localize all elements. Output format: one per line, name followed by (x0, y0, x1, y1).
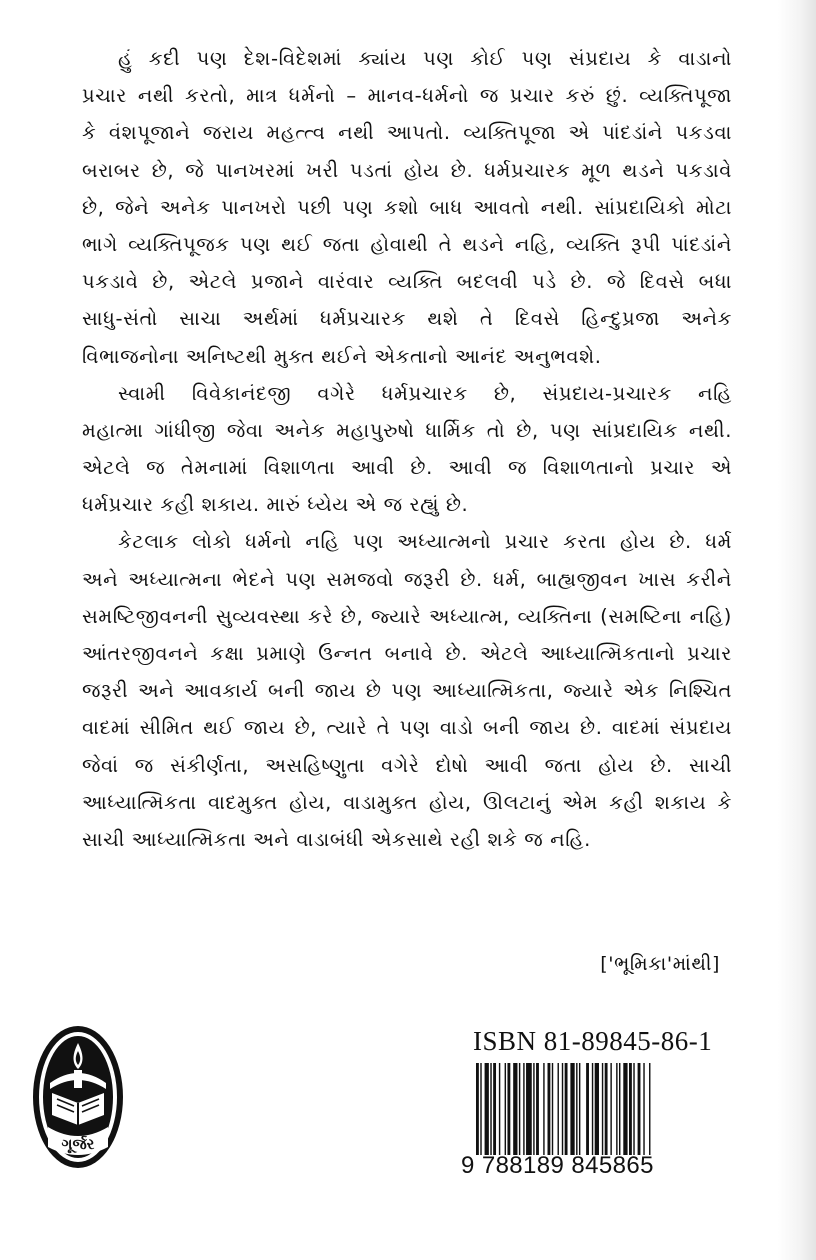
barcode-bar (562, 1063, 563, 1155)
text-line: પ્રચાર નથી કરતો, માત્ર ધર્મનો – માનવ-ધર્મનો જ પ્રચાર કરું છું. વ્યક્તિપૂજા (82, 84, 732, 108)
text-line: ભાગે વ્યક્તિપૂજક પણ થઈ જતા હોવાથી તે થડને નહિ, વ્યક્તિ રૂપી પાંદડાંને (82, 232, 732, 256)
scan-edge-shadow (778, 0, 816, 1260)
text-line: જેવાં જ સંકીર્ણતા, અસહિષ્ણુતા વગેરે દોષો આવી જતા હોય છે. સાચી (82, 753, 732, 777)
barcode-bar (523, 1063, 524, 1155)
barcode-bar (513, 1063, 517, 1155)
text-line: સાધુ-સંતો સાચા અર્થમાં ધર્મપ્રચારક થશે તે દિવસે હિન્દુપ્રજા અનેક (82, 307, 732, 331)
barcode-bar (558, 1063, 559, 1155)
barcode-bar (595, 1063, 599, 1155)
barcode-bar (629, 1063, 632, 1155)
text-line: હું કદી પણ દેશ-વિદેશમાં ક્યાંય પણ કોઈ પણ સંપ્રદાય કે વાડાનો (118, 47, 732, 70)
text-line: એટલે જ તેમનામાં વિશાળતા આવી છે. આવી જ વિશાળતાનો પ્રચાર એ (82, 456, 732, 480)
logo-text: ગૂર્જર (61, 1135, 95, 1153)
barcode-bar (548, 1063, 551, 1155)
text-line: પકડાવે છે, એટલે પ્રજાને વારંવાર વ્યક્તિ બદલવી પડે છે. જે દિવસે બધા (82, 270, 732, 294)
text-line: અને અધ્યાત્મના ભેદને પણ સમજવો જરૂરી છે. ધર્મ, બાહ્યજીવન ખાસ કરીને (82, 567, 732, 591)
barcode-bar (633, 1063, 634, 1155)
barcode-bar (586, 1063, 589, 1155)
barcode-bar (507, 1063, 510, 1155)
text-line: સ્વામી વિવેકાનંદજી વગેરે ધર્મપ્રચારક છે, સંપ્રદાય-પ્રચારક નહિ (118, 381, 732, 405)
text-line: વિભાજનોના અનિષ્ટથી મુક્ત થઈને એકતાનો આનંદ અનુભવશે. (82, 344, 602, 368)
barcode-bar (619, 1063, 620, 1155)
barcode-digits: 9 788189 845865 (461, 1152, 654, 1179)
text-line: સાચી આધ્યાત્મિકતા અને વાડાબંધી એકસાથે રહી શકે જ નહિ. (82, 827, 591, 851)
barcode-bar (493, 1063, 496, 1155)
gurjar-publisher-logo-icon (30, 1023, 126, 1171)
text-line: આંતરજીવનને કક્ષા પ્રમાણે ઉન્નત બનાવે છે. એટલે આધ્યાત્મિકતાનો પ્રચાર (82, 642, 732, 665)
barcode-bar (623, 1063, 627, 1155)
barcode-bar (485, 1063, 489, 1155)
barcode-bar (643, 1063, 644, 1155)
body-text (82, 40, 732, 858)
text-line: કેટલાક લોકો ધર્મનો નહિ પણ અધ્યાત્મનો પ્રચાર કરતા હોય છે. ધર્મ (118, 530, 732, 554)
text-line: મહાત્મા ગાંધીજી જેવા અનેક મહાપુરુષો ધાર્મિક તો છે, પણ સાંપ્રદાયિક નથી. (82, 418, 732, 442)
barcode-bar (605, 1063, 608, 1155)
barcode-bar (505, 1063, 506, 1155)
paragraph-2 (82, 375, 732, 524)
text-line: જરૂરી અને આવકાર્ય બની જાય છે પણ આધ્યાત્મિકતા, જ્યારે એક નિશ્ચિત (82, 679, 732, 703)
barcode-bar (570, 1063, 574, 1155)
text-line: વાદમાં સીમિત થઈ જાય છે, ત્યારે તે પણ વાડો બની જાય છે. વાદમાં સંપ્રદાય (82, 716, 732, 740)
barcode-bar (610, 1063, 611, 1155)
barcode-bar (649, 1063, 650, 1155)
isbn-label: ISBN 81-89845-86-1 (473, 1026, 713, 1056)
barcode-bar (579, 1063, 580, 1155)
text-line: સમષ્ટિજીવનની સુવ્યવસ્થા કરે છે, જ્યારે અધ્યાત્મ, વ્યક્તિના (સમષ્ટિના નહિ) (82, 604, 732, 628)
barcode-bar (616, 1063, 617, 1155)
barcode-bar (476, 1063, 479, 1155)
barcode-bar (533, 1063, 534, 1155)
barcode-bar (490, 1063, 491, 1155)
barcode-bar (543, 1063, 544, 1155)
barcode-icon (474, 1063, 724, 1155)
barcode-bar (519, 1063, 520, 1155)
barcode-bar (480, 1063, 481, 1155)
barcode-bar (565, 1063, 568, 1155)
text-line: બરાબર છે, જે પાનખરમાં ખરી પડતાં હોય છે. ધર્મપ્રચારક મૂળ થડને પકડાવે (82, 158, 732, 182)
barcode-bar (552, 1063, 553, 1155)
text-line: આધ્યાત્મિકતા વાદમુક્ત હોય, વાડામુક્ત હોય, ઊલટાનું એમ કહી શકાય કે (82, 790, 732, 814)
barcode-bar (536, 1063, 539, 1155)
source-note: ['ભૂમિકા'માંથી] (600, 953, 720, 975)
text-line: છે, જેને અનેક પાનખરો પછી પણ કશો બાધ આવતો નથી. સાંપ્રદાયિકો મોટા (82, 195, 732, 219)
paragraph-1 (82, 40, 732, 375)
paragraph-3 (82, 523, 732, 858)
barcode-bar (602, 1063, 603, 1155)
barcode-bar (576, 1063, 577, 1155)
barcode-bar (638, 1063, 641, 1155)
text-line: ધર્મપ્રચાર કહી શકાય. મારું ધ્યેય એ જ રહ્યું છે. (82, 493, 469, 517)
barcode-bar (592, 1063, 593, 1155)
text-line: કે વંશપૂજાને જરાય મહત્ત્વ નથી આપતો. વ્યક્તિપૂજા એ પાંદડાંને પકડવા (82, 121, 732, 145)
barcode-bar (499, 1063, 500, 1155)
barcode-bar (526, 1063, 532, 1155)
